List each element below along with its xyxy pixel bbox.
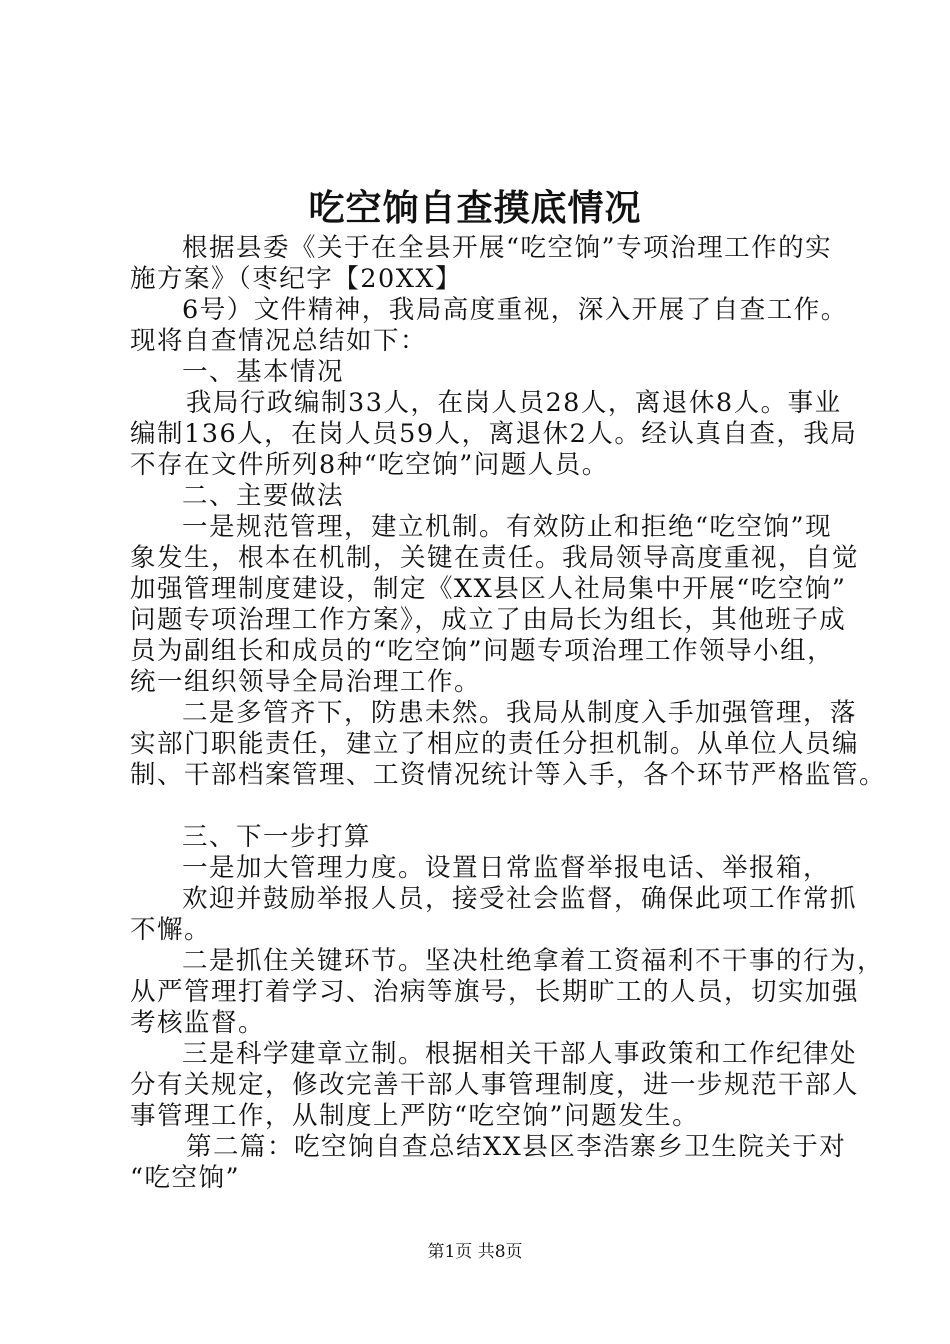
paragraph-line: 象发生，根本在机制，关键在责任。我局领导高度重视，自觉 [130, 543, 860, 573]
page-footer: 第1页 共8页 [427, 1242, 523, 1262]
paragraph-line: 加强管理制度建设，制定《XX县区人社局集中开展“吃空饷” [130, 574, 847, 604]
blank-line [130, 791, 860, 822]
paragraph-line: 我局行政编制33人，在岗人员28人，离退休8人。事业 [186, 388, 842, 418]
paragraph-line: 统一组织领导全局治理工作。 [130, 667, 482, 697]
paragraph-line: 三是科学建章立制。根据相关干部人事政策和工作纪律处 [182, 1039, 858, 1069]
paragraph-line: 一是加大管理力度。设置日常监督举报电话、举报箱， [182, 853, 831, 883]
paragraph-line: 考核监督。 [130, 1008, 266, 1038]
paragraph-line: 一是规范管理，建立机制。有效防止和拒绝“吃空饷”现 [182, 512, 833, 542]
document-body [130, 233, 887, 1194]
paragraph-line: 二是抓住关键环节。坚决杜绝拿着工资福利不干事的行为， [182, 946, 885, 976]
paragraph-line: 6号）文件精神，我局高度重视，深入开展了自查工作。 [182, 295, 848, 325]
paragraph-line: 分有关规定，修改完善干部人事管理制度，进一步规范干部人 [130, 1070, 860, 1100]
paragraph-line: 从严管理打着学习、治病等旗号，长期旷工的人员，切实加强 [130, 977, 860, 1007]
paragraph-line: 不懈。 [130, 915, 212, 945]
paragraph-line: 编制136人，在岗人员59人，离退休2人。经认真自查，我局 [130, 419, 858, 449]
paragraph-line: 欢迎并鼓励举报人员，接受社会监督，确保此项工作常抓 [182, 884, 858, 914]
paragraph-line: 问题专项治理工作方案》，成立了由局长为组长，其他班子成 [130, 605, 847, 635]
paragraph-line: 根据县委《关于在全县开展“吃空饷”专项治理工作的实 [182, 233, 833, 263]
paragraph-line: 实部门职能责任，建立了相应的责任分担机制。从单位人员编 [130, 729, 860, 759]
paragraph-line: 施方案》（枣纪字【20XX】 [130, 264, 463, 294]
paragraph-line: 二是多管齐下，防患未然。我局从制度入手加强管理，落 [182, 698, 858, 728]
document-title: 吃空饷自查摸底情况 [308, 187, 642, 229]
section-heading: 一、基本情况 [182, 357, 345, 387]
paragraph-line: 制、干部档案管理、工资情况统计等入手，各个环节严格监管。 [130, 760, 887, 790]
paragraph-line: 不存在文件所列8种“吃空饷”问题人员。 [130, 450, 609, 480]
paragraph-line: 事管理工作，从制度上严防“吃空饷”问题发生。 [130, 1101, 700, 1131]
section-heading: 二、主要做法 [182, 481, 345, 511]
paragraph-line: 员为副组长和成员的“吃空饷”问题专项治理工作领导小组， [130, 636, 835, 666]
paragraph-line: “吃空饷” [130, 1163, 241, 1193]
paragraph-line: 现将自查情况总结如下： [130, 326, 428, 356]
section-heading: 三、下一步打算 [182, 822, 372, 852]
paragraph-line: 第二篇：吃空饷自查总结XX县区李浩寨乡卫生院关于对 [186, 1132, 847, 1162]
